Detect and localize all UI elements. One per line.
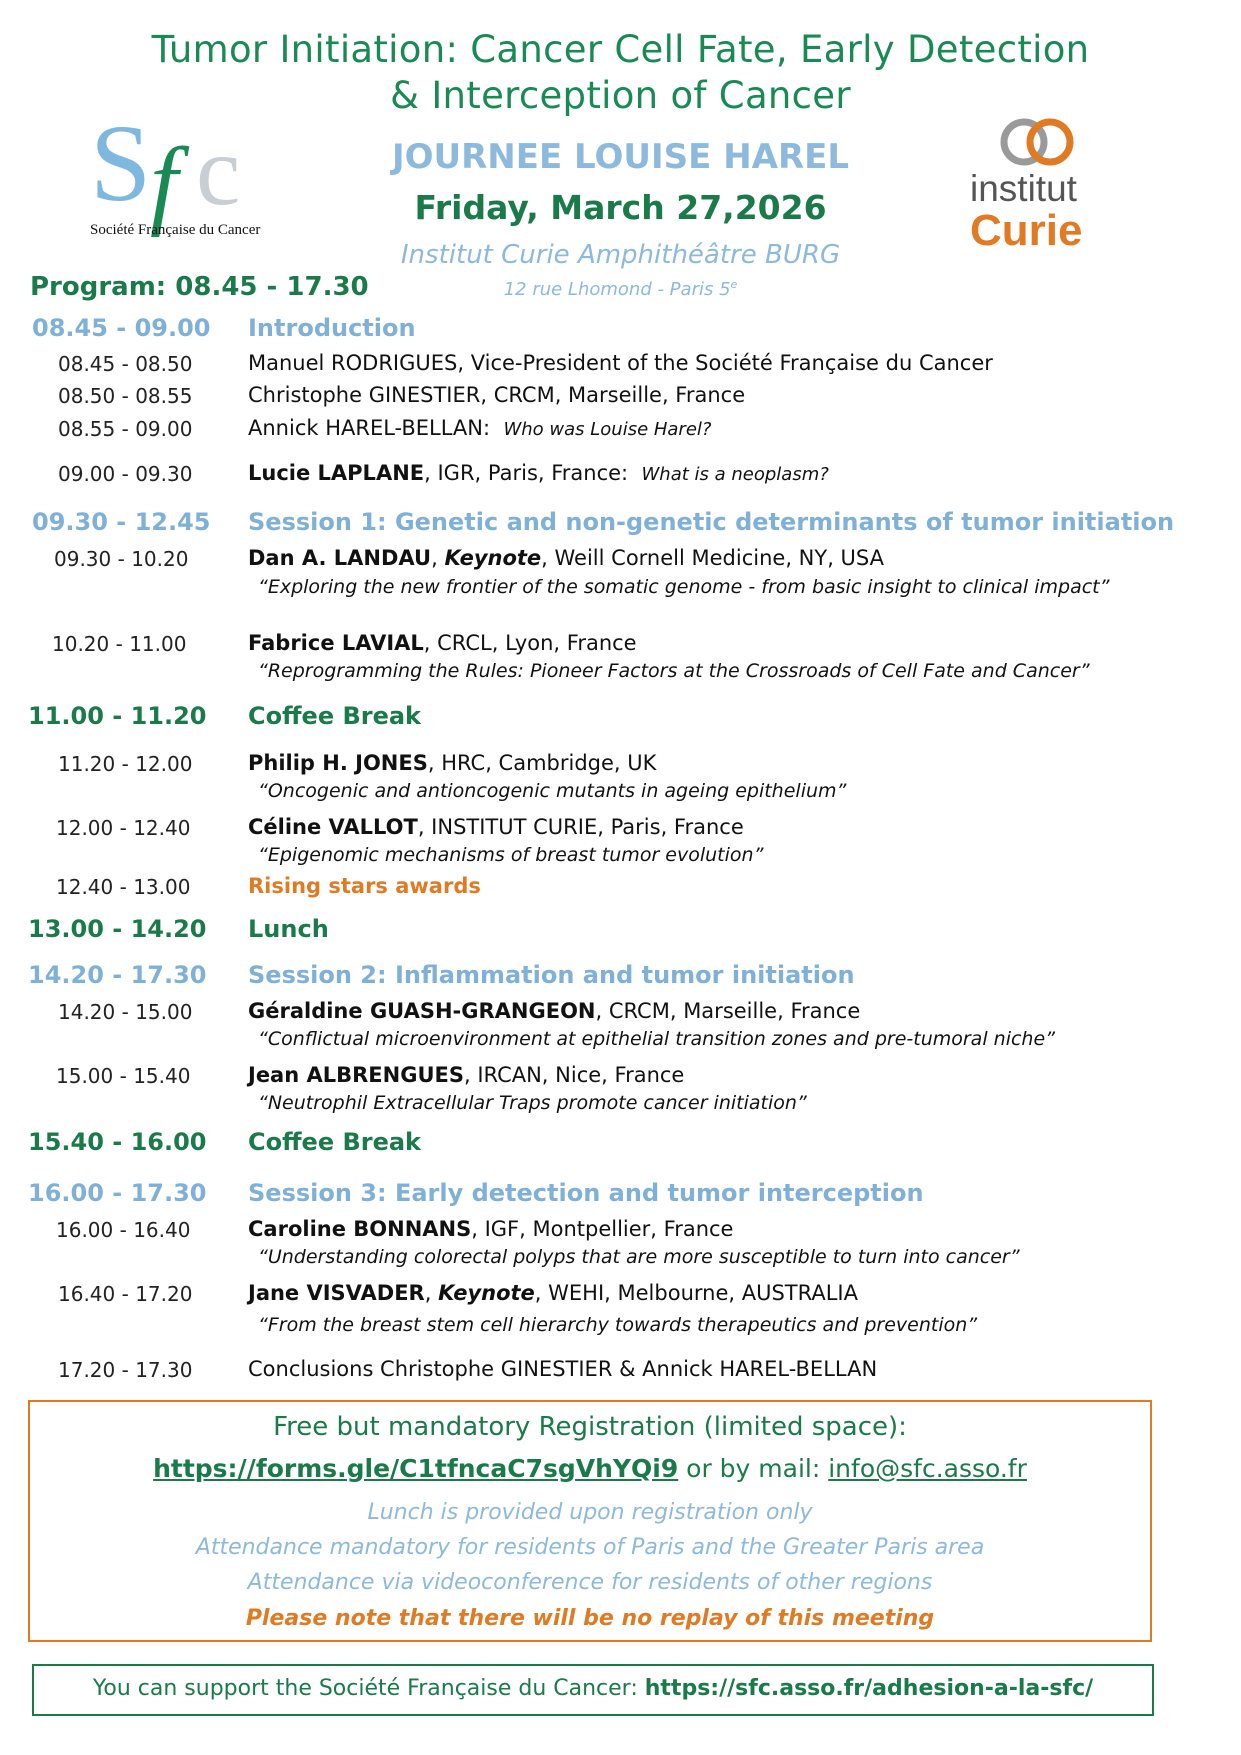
block-title: Coffee Break bbox=[248, 702, 422, 730]
slot-text: Conclusions Christophe GINESTIER & Annick HAREL-BELLAN bbox=[248, 1357, 878, 1381]
slot-text: Philip H. JONES, HRC, Cambridge, UK bbox=[248, 751, 657, 775]
support-line: You can support the Société Française du Cancer: https://sfc.asso.fr/adhesion-a-la-sfc/ bbox=[92, 1676, 1094, 1701]
slot-text: Christophe GINESTIER, CRCM, Marseille, France bbox=[248, 383, 746, 407]
no-replay-note: Please note that there will be no replay of this meeting bbox=[245, 1606, 935, 1631]
event-venue: Institut Curie Amphithéâtre BURG bbox=[400, 240, 841, 270]
slot-text: Céline VALLOT, INSTITUT CURIE, Paris, France bbox=[248, 815, 744, 839]
block-title: Coffee Break bbox=[248, 1128, 422, 1156]
block-time: 12.40 - 13.00 bbox=[56, 875, 191, 899]
event-title-line2: & Interception of Cancer bbox=[390, 74, 851, 117]
registration-line: https://forms.gle/C1tfncaC7sgVhYQi9 or by mail: info@sfc.asso.fr bbox=[153, 1454, 1027, 1483]
lunch-note: Lunch is provided upon registration only bbox=[367, 1500, 813, 1525]
talk-title: “From the breast stem cell hierarchy towards therapeutics and prevention” bbox=[258, 1314, 978, 1336]
svg-text:f: f bbox=[150, 127, 178, 238]
curie-word-institut: institut bbox=[970, 168, 1077, 209]
slot-text: Fabrice LAVIAL, CRCL, Lyon, France bbox=[248, 631, 637, 655]
block-time: 16.00 - 17.30 bbox=[28, 1179, 207, 1207]
registration-heading: Free but mandatory Registration (limited space): bbox=[273, 1412, 907, 1442]
block-title: Session 1: Genetic and non-genetic determinants of tumor initiation bbox=[248, 508, 1175, 536]
slot-time: 15.00 - 15.40 bbox=[56, 1064, 191, 1088]
block-time: 11.00 - 11.20 bbox=[28, 702, 207, 730]
event-title-line1: Tumor Initiation: Cancer Cell Fate, Early Detection bbox=[151, 28, 1090, 71]
talk-title: “Reprogramming the Rules: Pioneer Factors at the Crossroads of Cell Fate and Cancer” bbox=[258, 660, 1090, 682]
slot-time: 16.00 - 16.40 bbox=[56, 1218, 191, 1242]
slot-time: 10.20 - 11.00 bbox=[52, 632, 187, 656]
block-time: 14.20 - 17.30 bbox=[28, 961, 207, 989]
slot-time: 12.00 - 12.40 bbox=[56, 816, 191, 840]
curie-word-curie: Curie bbox=[970, 206, 1083, 255]
block-title: Lunch bbox=[248, 915, 329, 943]
support-link[interactable]: https://sfc.asso.fr/adhesion-a-la-sfc/ bbox=[644, 1676, 1094, 1701]
program-label: Program: 08.45 - 17.30 bbox=[30, 272, 369, 302]
sfc-caption: Société Française du Cancer bbox=[90, 222, 261, 238]
slot-time: 09.30 - 10.20 bbox=[54, 547, 189, 571]
event-date: Friday, March 27,2026 bbox=[414, 188, 827, 227]
journee-title: JOURNEE LOUISE HAREL bbox=[391, 137, 850, 177]
block-title: Rising stars awards bbox=[248, 874, 481, 898]
slot-time: 17.20 - 17.30 bbox=[58, 1358, 193, 1382]
svg-text:S: S bbox=[90, 108, 152, 224]
block-title: Session 3: Early detection and tumor interception bbox=[248, 1179, 924, 1207]
talk-title: “Exploring the new frontier of the somatic genome - from basic insight to clinical impact” bbox=[258, 576, 1110, 598]
block-title: Introduction bbox=[248, 314, 416, 342]
slot-text: Manuel RODRIGUES, Vice-President of the Société Française du Cancer bbox=[248, 351, 993, 375]
slot-time: 08.55 - 09.00 bbox=[58, 417, 193, 441]
block-time: 13.00 - 14.20 bbox=[28, 915, 207, 943]
institut-curie-logo bbox=[962, 112, 1112, 255]
slot-time: 14.20 - 15.00 bbox=[58, 1000, 193, 1024]
talk-title: “Neutrophil Extracellular Traps promote cancer initiation” bbox=[258, 1092, 807, 1114]
slot-text: Géraldine GUASH-GRANGEON, CRCM, Marseille, France bbox=[248, 999, 861, 1023]
block-title: Session 2: Inflammation and tumor initiation bbox=[248, 961, 855, 989]
registration-box bbox=[28, 1400, 1152, 1642]
event-address: 12 rue Lhomond - Paris 5e bbox=[503, 278, 738, 300]
registration-email[interactable]: info@sfc.asso.fr bbox=[828, 1454, 1027, 1483]
talk-title: “Epigenomic mechanisms of breast tumor evolution” bbox=[258, 844, 764, 866]
block-time: 08.45 - 09.00 bbox=[32, 314, 211, 342]
block-time: 15.40 - 16.00 bbox=[28, 1128, 207, 1156]
slot-time: 16.40 - 17.20 bbox=[58, 1282, 193, 1306]
slot-time: 11.20 - 12.00 bbox=[58, 752, 193, 776]
block-time: 09.30 - 12.45 bbox=[32, 508, 211, 536]
talk-title: “Oncogenic and antioncogenic mutants in ageing epithelium” bbox=[258, 780, 847, 802]
slot-text: Jane VISVADER, Keynote, WEHI, Melbourne, AUSTRALIA bbox=[248, 1281, 858, 1305]
slot-text: Lucie LAPLANE, IGR, Paris, France: What is a neoplasm? bbox=[248, 461, 829, 485]
svg-text:c: c bbox=[196, 115, 241, 226]
registration-link[interactable]: https://forms.gle/C1tfncaC7sgVhYQi9 bbox=[153, 1454, 679, 1483]
attendance-note-1: Attendance mandatory for residents of Paris and the Greater Paris area bbox=[195, 1535, 985, 1560]
slot-text: Dan A. LANDAU, Keynote, Weill Cornell Medicine, NY, USA bbox=[248, 546, 885, 570]
talk-title: “Understanding colorectal polyps that are more susceptible to turn into cancer” bbox=[258, 1246, 1020, 1268]
slot-time: 09.00 - 09.30 bbox=[58, 462, 193, 486]
talk-title: “Conflictual microenvironment at epithelial transition zones and pre-tumoral niche” bbox=[258, 1028, 1055, 1050]
slot-time: 08.50 - 08.55 bbox=[58, 384, 193, 408]
attendance-note-2: Attendance via videoconference for residents of other regions bbox=[247, 1570, 933, 1595]
slot-text: Annick HAREL-BELLAN: Who was Louise Harel? bbox=[248, 416, 712, 440]
support-box bbox=[32, 1664, 1154, 1716]
slot-text: Jean ALBRENGUES, IRCAN, Nice, France bbox=[248, 1063, 685, 1087]
slot-time: 08.45 - 08.50 bbox=[58, 352, 193, 376]
slot-text: Caroline BONNANS, IGF, Montpellier, France bbox=[248, 1217, 734, 1241]
